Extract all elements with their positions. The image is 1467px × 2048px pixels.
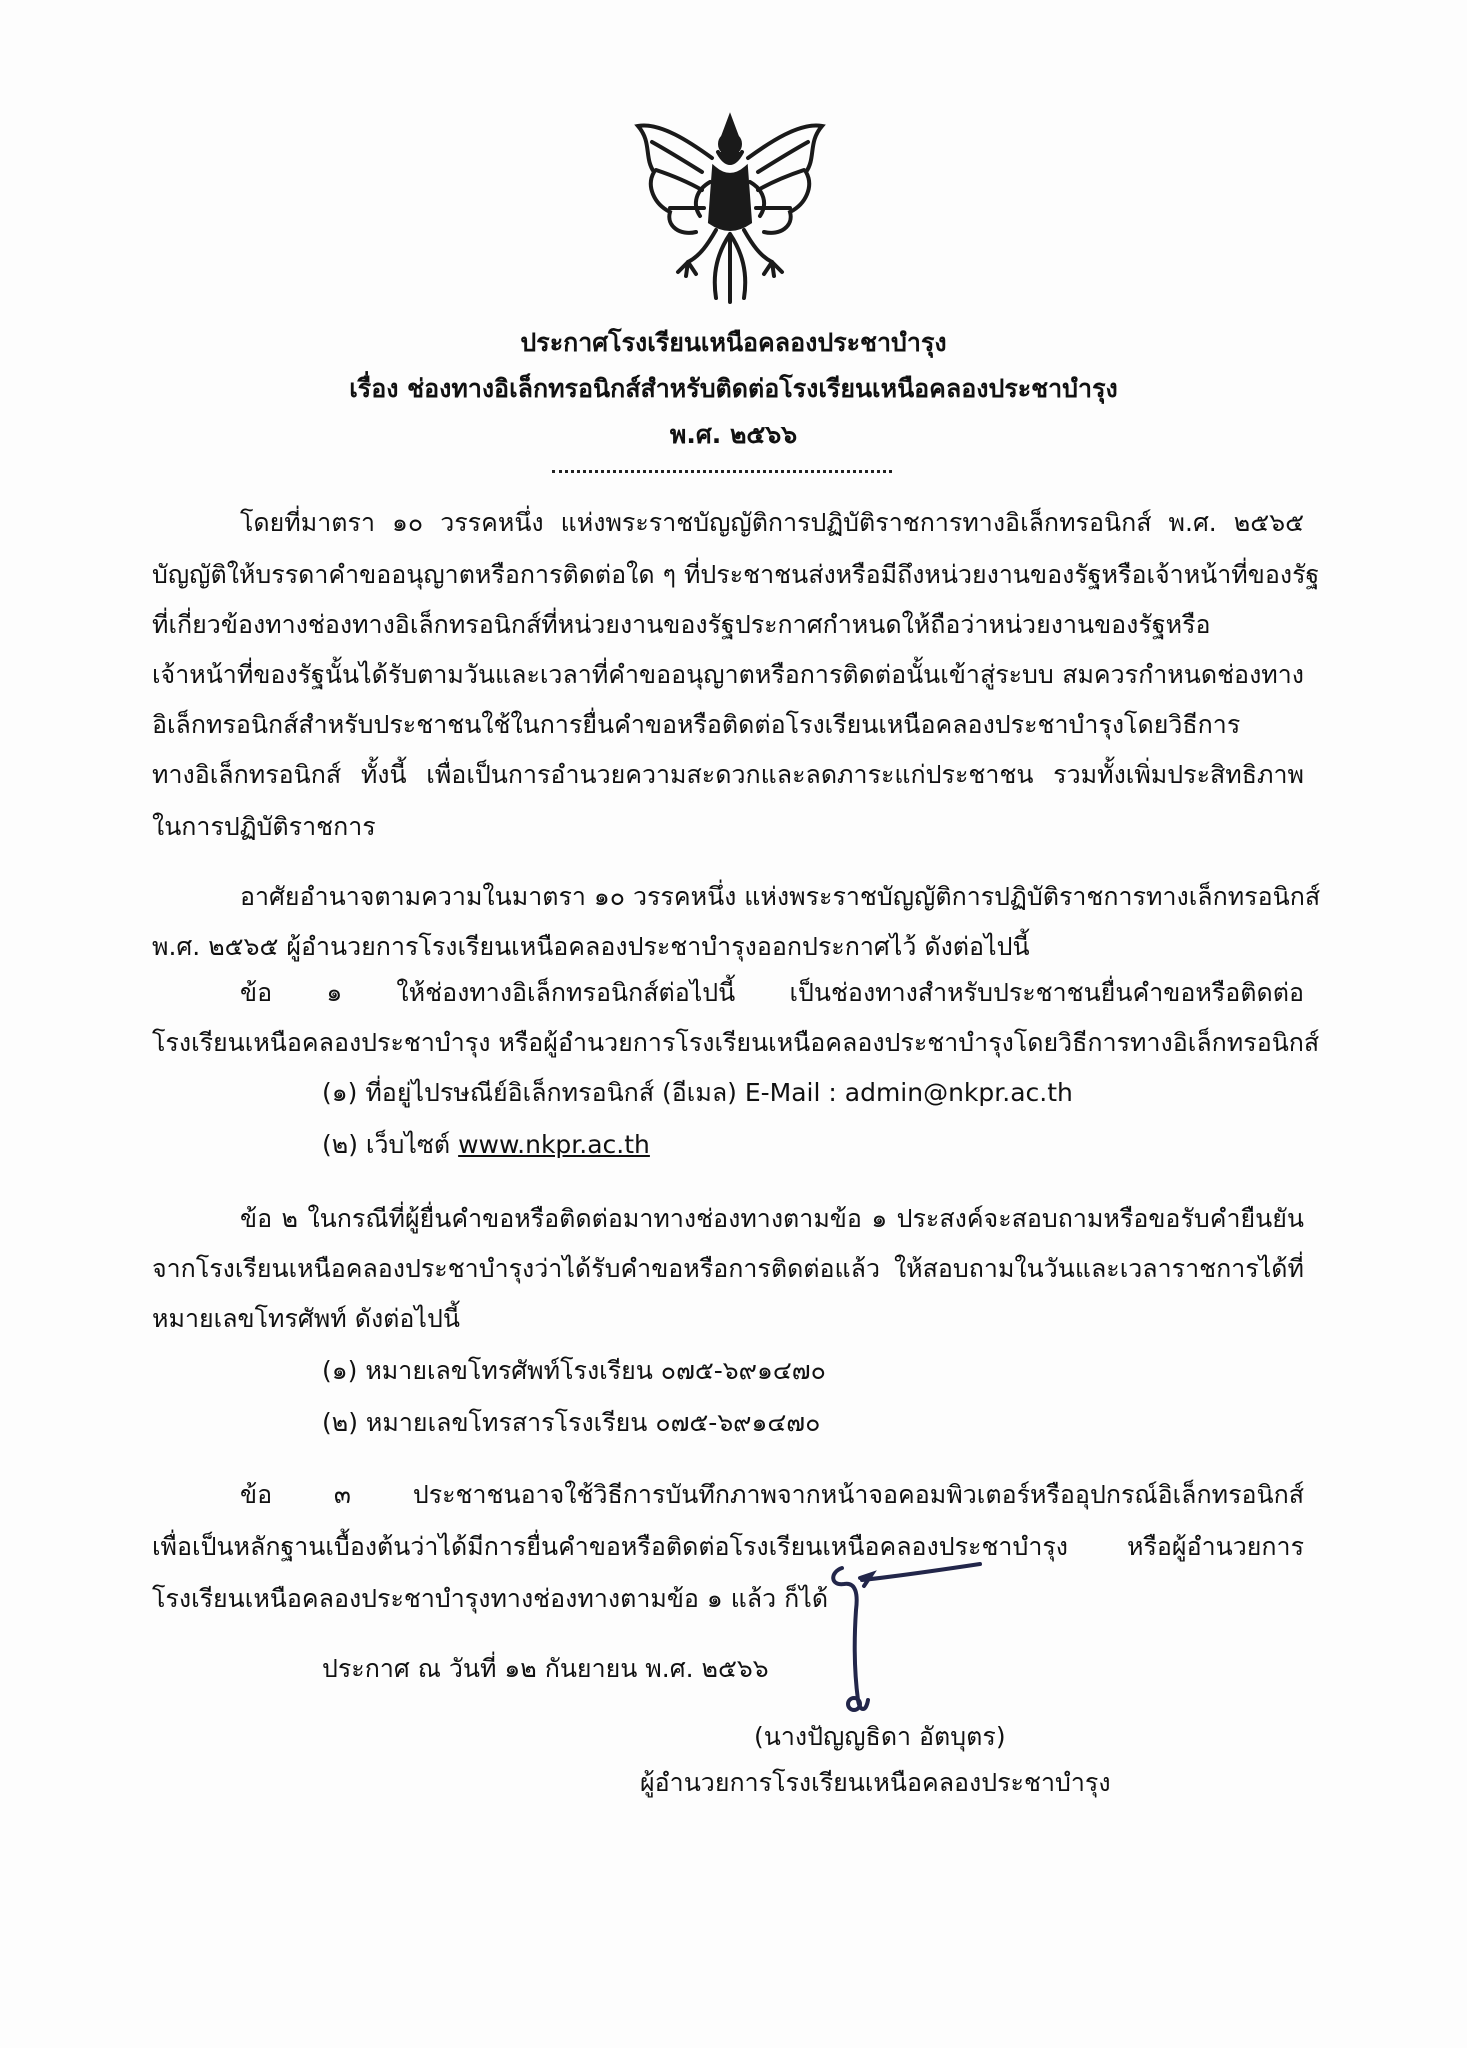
fax-item: (๒) หมายเลขโทรสารโรงเรียน ๐๗๕-๖๙๑๔๗๐ bbox=[322, 1408, 821, 1437]
announcement-subject: เรื่อง ช่องทางอิเล็กทรอนิกส์สำหรับติดต่อโรงเรียนเหนือคลองประชาบำรุง bbox=[349, 374, 1118, 403]
clause-2-line: หมายเลขโทรศัพท์ ดังต่อไปนี้ bbox=[152, 1304, 460, 1333]
email-item: (๑) ที่อยู่ไปรษณีย์อิเล็กทรอนิกส์ (อีเมล) E-Mail : admin@nkpr.ac.th bbox=[322, 1078, 1073, 1107]
signatory-position: ผู้อำนวยการโรงเรียนเหนือคลองประชาบำรุง bbox=[640, 1768, 1111, 1797]
intro-line: บัญญัติให้บรรดาคำขออนุญาตหรือการติดต่อใด ๆ ที่ประชาชนส่งหรือมีถึงหน่วยงานของรัฐหรือเจ้าหน้าที่ของรัฐ bbox=[152, 560, 1320, 589]
header-divider bbox=[552, 470, 892, 473]
intro-line: ทางอิเล็กทรอนิกส์ ทั้งนี้ เพื่อเป็นการอำนวยความสะดวกและลดภาระแก่ประชาชน รวมทั้งเพิ่มประสิทธิภาพ bbox=[152, 760, 1304, 789]
website-link[interactable]: www.nkpr.ac.th bbox=[458, 1130, 650, 1159]
clause-3-line: เพื่อเป็นหลักฐานเบื้องต้นว่าได้มีการยื่นคำขอหรือติดต่อโรงเรียนเหนือคลองประชาบำรุง หรือผู้อำนวยการ bbox=[152, 1532, 1304, 1561]
clause-1-line: ข้อ ๑ ให้ช่องทางอิเล็กทรอนิกส์ต่อไปนี้ เป็นช่องทางสำหรับประชาชนยื่นคำขอหรือติดต่อ bbox=[240, 978, 1304, 1007]
website-label: (๒) เว็บไซต์ bbox=[322, 1130, 459, 1159]
clause-3-line: โรงเรียนเหนือคลองประชาบำรุงทางช่องทางตามข้อ ๑ แล้ว ก็ได้ bbox=[152, 1584, 829, 1613]
authority-line: อาศัยอำนาจตามความในมาตรา ๑๐ วรรคหนึ่ง แห่งพระราชบัญญัติการปฏิบัติราชการทางเล็กทรอนิกส์ bbox=[240, 882, 1321, 911]
intro-line: ที่เกี่ยวข้องทางช่องทางอิเล็กทรอนิกส์ที่หน่วยงานของรัฐประกาศกำหนดให้ถือว่าหน่วยงานของรัฐหรือ bbox=[152, 610, 1211, 639]
intro-line: ในการปฏิบัติราชการ bbox=[152, 812, 376, 841]
clause-3-line: ข้อ ๓ ประชาชนอาจใช้วิธีการบันทึกภาพจากหน้าจอคอมพิวเตอร์หรืออุปกรณ์อิเล็กทรอนิกส์ bbox=[240, 1480, 1304, 1509]
clause-2-line: ข้อ ๒ ในกรณีที่ผู้ยื่นคำขอหรือติดต่อมาทางช่องทางตามข้อ ๑ ประสงค์จะสอบถามหรือขอรับคำยืนยัน bbox=[240, 1204, 1304, 1233]
intro-line: อิเล็กทรอนิกส์สำหรับประชาชนใช้ในการยื่นคำขอหรือติดต่อโรงเรียนเหนือคลองประชาบำรุงโดยวิธีการ bbox=[152, 710, 1241, 739]
intro-line: โดยที่มาตรา ๑๐ วรรคหนึ่ง แห่งพระราชบัญญัติการปฏิบัติราชการทางอิเล็กทรอนิกส์ พ.ศ. ๒๕๖๕ bbox=[240, 508, 1304, 537]
phone-item: (๑) หมายเลขโทรศัพท์โรงเรียน ๐๗๕-๖๙๑๔๗๐ bbox=[322, 1356, 826, 1385]
signatory-name: (นางปัญญธิดา อัตบุตร) bbox=[754, 1722, 1006, 1751]
announcement-title: ประกาศโรงเรียนเหนือคลองประชาบำรุง bbox=[520, 328, 947, 357]
clause-2-line: จากโรงเรียนเหนือคลองประชาบำรุงว่าได้รับคำขอหรือการติดต่อแล้ว ให้สอบถามในวันและเวลาราชการได้ที่ bbox=[152, 1254, 1304, 1283]
authority-line: พ.ศ. ๒๕๖๕ ผู้อำนวยการโรงเรียนเหนือคลองประชาบำรุงออกประกาศไว้ ดังต่อไปนี้ bbox=[152, 932, 1030, 961]
announced-date: ประกาศ ณ วันที่ ๑๒ กันยายน พ.ศ. ๒๕๖๖ bbox=[322, 1654, 769, 1683]
announcement-year: พ.ศ. ๒๕๖๖ bbox=[669, 420, 798, 449]
signature-icon bbox=[820, 1550, 1000, 1720]
clause-1-line: โรงเรียนเหนือคลองประชาบำรุง หรือผู้อำนวยการโรงเรียนเหนือคลองประชาบำรุงโดยวิธีการทางอิเล็กทรอนิกส์ bbox=[152, 1028, 1320, 1057]
garuda-emblem-icon bbox=[630, 112, 830, 307]
intro-line: เจ้าหน้าที่ของรัฐนั้นได้รับตามวันและเวลาที่คำขออนุญาตหรือการติดต่อนั้นเข้าสู่ระบบ สมควรกำหนดช่องทาง bbox=[152, 660, 1304, 689]
website-item bbox=[322, 1128, 650, 1162]
